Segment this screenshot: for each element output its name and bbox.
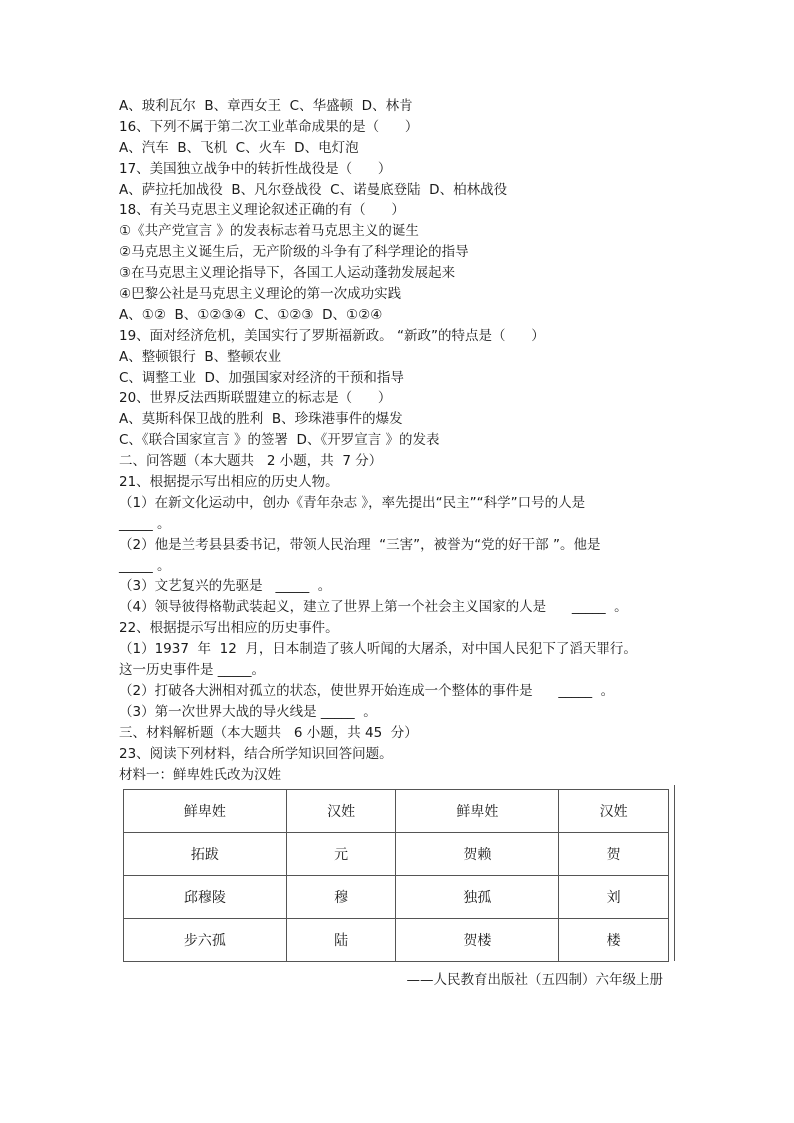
q22-item-1-blank: 这一历史事件是 _____。 (119, 662, 266, 679)
material-1-title: 材料一：鲜卑姓氏改为汉姓 (119, 766, 281, 783)
question-20: 20、世界反法西斯联盟建立的标志是（ ） (119, 390, 392, 407)
options-17: A、萨拉托加战役 B、凡尔登战役 C、诺曼底登陆 D、柏林战役 (119, 181, 508, 198)
question-16: 16、下列不属于第二次工业革命成果的是（ ） (119, 118, 419, 135)
exam-text (119, 96, 679, 785)
question-22: 22、根据提示写出相应的历史事件。 (119, 620, 339, 637)
section-heading-3: 三、材料解析题（本大题共 6 小题，共 45 分） (119, 724, 418, 741)
table-header-row (124, 790, 669, 833)
table-cell: 鲜卑姓 (124, 790, 287, 833)
text-line: A、玻利瓦尔 B、章西女王 C、华盛顿 D、林肯 (119, 98, 413, 114)
q22-item-2: （2）打破各大洲相对孤立的状态，使世界开始连成一个整体的事件是 _____ 。 (119, 682, 615, 699)
options-20a: A、莫斯科保卫战的胜利 B、珍珠港事件的爆发 (119, 411, 403, 428)
question-19: 19、面对经济危机，美国实行了罗斯福新政。 “新政”的特点是（ ） (119, 327, 545, 344)
table-cell: 汉姓 (286, 790, 396, 833)
q21-item-3: （3）文艺复兴的先驱是 _____ 。 (119, 578, 332, 595)
table-cell: 元 (286, 833, 396, 876)
table-cell: 拓跋 (124, 833, 287, 876)
q22-item-3: （3）第一次世界大战的导火线是 _____ 。 (119, 703, 377, 720)
statement-2: ②马克思主义诞生后，无产阶级的斗争有了科学理论的指导 (119, 244, 469, 261)
table-cell: 邱穆陵 (124, 876, 287, 919)
statement-1: ①《共产党宣言 》的发表标志着马克思主义的诞生 (119, 223, 419, 240)
table-cell: 贺楼 (396, 919, 559, 962)
table-cell: 刘 (559, 876, 669, 919)
question-23: 23、阅读下列材料，结合所学知识回答问题。 (119, 745, 393, 762)
table-row (124, 833, 669, 876)
table-cell: 楼 (559, 919, 669, 962)
options-16: A、汽车 B、飞机 C、火车 D、电灯泡 (119, 139, 359, 156)
table-cell: 汉姓 (559, 790, 669, 833)
table-row (124, 876, 669, 919)
table-cell: 鲜卑姓 (396, 790, 559, 833)
options-19a: A、整顿银行 B、整顿农业 (119, 348, 282, 365)
table-cell: 陆 (286, 919, 396, 962)
question-18: 18、有关马克思主义理论叙述正确的有（ ） (119, 202, 405, 219)
table-cell: 贺 (559, 833, 669, 876)
statement-4: ④巴黎公社是马克思主义理论的第一次成功实践 (119, 286, 402, 303)
q21-item-2: （2）他是兰考县县委书记，带领人民治理 “三害”，被誉为“党的好干部 ”。他是 (119, 536, 601, 553)
q21-item-2-blank: _____ 。 (119, 557, 171, 574)
q21-item-1-blank: _____ 。 (119, 515, 171, 532)
statement-3: ③在马克思主义理论指导下，各国工人运动蓬勃发展起来 (119, 265, 456, 282)
q21-item-4: （4）领导彼得格勒武装起义，建立了世界上第一个社会主义国家的人是 _____ 。 (119, 599, 628, 616)
table-outer-rule (674, 785, 675, 961)
q21-item-1: （1）在新文化运动中，创办《青年杂志 》，率先提出“民主”“科学”口号的人是 (119, 494, 586, 511)
table-cell: 独孤 (396, 876, 559, 919)
surname-table (123, 789, 669, 962)
table-row (124, 919, 669, 962)
table-cell: 贺赖 (396, 833, 559, 876)
table-cell: 步六孤 (124, 919, 287, 962)
section-heading-2: 二、问答题（本大题共 2 小题，共 7 分） (119, 453, 383, 470)
options-20b: C、《联合国家宣言 》的签署 D、《开罗宣言 》的发表 (119, 432, 440, 449)
question-17: 17、美国独立战争中的转折性战役是（ ） (119, 160, 392, 177)
table-cell: 穆 (286, 876, 396, 919)
q22-item-1: （1）1937 年 12 月，日本制造了骇人听闻的大屠杀，对中国人民犯下了滔天罪行。 (119, 641, 637, 658)
options-19b: C、调整工业 D、加强国家对经济的干预和指导 (119, 369, 404, 386)
question-21: 21、根据提示写出相应的历史人物。 (119, 474, 339, 491)
options-18: A、①② B、①②③④ C、①②③ D、①②④ (119, 306, 383, 323)
source-citation: ——人民教育出版社（五四制）六年级上册 (406, 972, 663, 988)
